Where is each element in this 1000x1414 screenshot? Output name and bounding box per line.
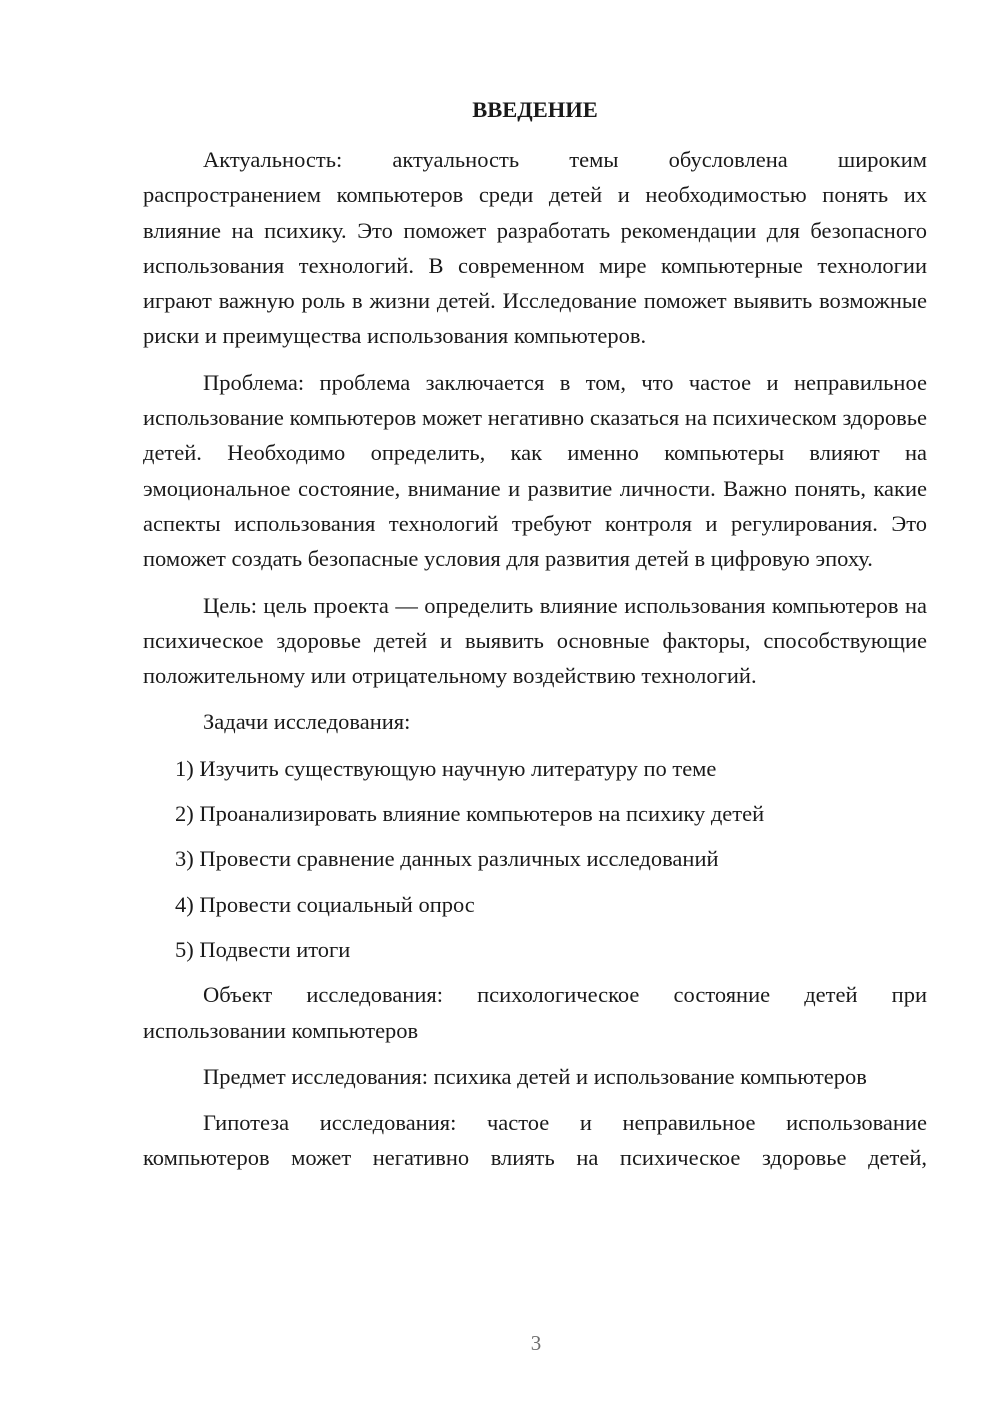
paragraph-goal: Цель: цель проекта — определить влияние использования компьютеров на психическое здоровье детей и выявить основные факторы, способствующие положительному или отрицательному воздействию технологий. bbox=[143, 592, 927, 689]
section-heading: ВВЕДЕНИЕ bbox=[472, 97, 598, 122]
task-item: 3) Провести сравнение данных различных исследований bbox=[175, 846, 719, 872]
paragraph-problem: Проблема: проблема заключается в том, что частое и неправильное использование компьютеров может негативно сказаться на психическом здоровье детей. Необходимо определить, как именно компьютеры влияют на эмоциональное состояние, внимание и развитие личности. Важно понять, какие аспекты использования технологий требуют контроля и регулирования. Это поможет создать безопасные условия для развития детей в цифровую эпоху. bbox=[143, 369, 927, 572]
task-item: 1) Изучить существующую научную литературу по теме bbox=[175, 755, 717, 781]
tasks-title: Задачи исследования: bbox=[203, 709, 411, 735]
task-item: 4) Провести социальный опрос bbox=[175, 891, 475, 917]
task-list bbox=[143, 751, 927, 967]
paragraph-relevance: Актуальность: актуальность темы обусловлена широким распространением компьютеров среди детей и необходимостью понять их влияние на психику. Это поможет разработать рекомендации для безопасного использования технологий. В современном мире компьютерные технологии играют важную роль в жизни детей. Исследование поможет выявить возможные риски и преимущества использования компьютеров. bbox=[143, 147, 927, 349]
page-number: 3 bbox=[530, 1331, 542, 1355]
paragraph-hypothesis: Гипотеза исследования: частое и неправильное использование компьютеров может негативно влиять на психическое здоровье детей, bbox=[143, 1110, 927, 1171]
paragraph-subject: Предмет исследования: психика детей и использование компьютеров bbox=[203, 1063, 867, 1089]
paragraph-object: Объект исследования: психологическое состояние детей при использовании компьютеров bbox=[143, 982, 927, 1043]
task-item: 5) Подвести итоги bbox=[175, 936, 351, 962]
task-item: 2) Проанализировать влияние компьютеров на психику детей bbox=[175, 801, 765, 827]
page-content bbox=[143, 92, 927, 1187]
